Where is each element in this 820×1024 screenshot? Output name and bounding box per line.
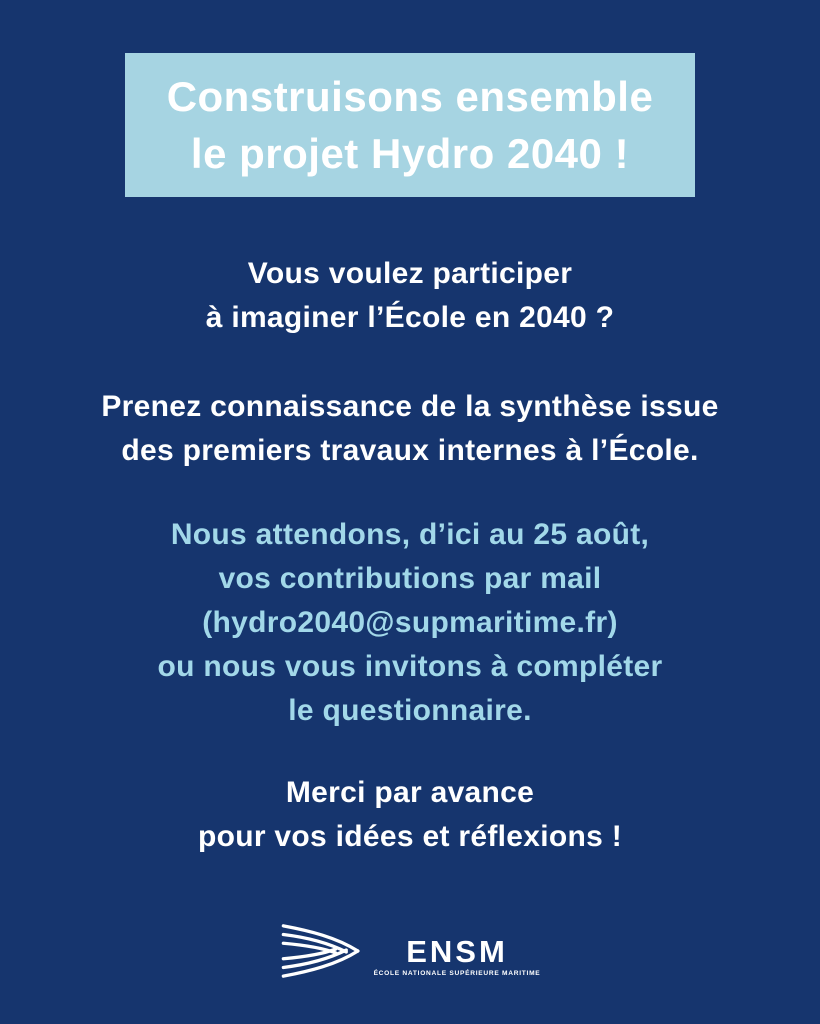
contribution-email: (hydro2040@supmaritime.fr): [202, 606, 618, 639]
ensm-waves-icon: [280, 921, 368, 981]
header-line-1: Construisons ensemble: [166, 73, 654, 120]
synthese-text: [101, 385, 718, 473]
contribution-line-5: le questionnaire.: [288, 694, 532, 727]
intro-text: [206, 252, 615, 340]
intro-line-1: Vous voulez participer: [247, 257, 573, 290]
intro-line-2: à imaginer l’École en 2040 ?: [205, 301, 615, 334]
header-line-2: le projet Hydro 2040 !: [190, 130, 630, 177]
contribution-text: [158, 513, 663, 733]
contribution-line-1: Nous attendons, d’ici au 25 août,: [170, 518, 650, 551]
thanks-line-1: Merci par avance: [285, 776, 535, 809]
thanks-text: [198, 771, 622, 859]
ensm-logo: [280, 921, 541, 981]
synthese-line-2: des premiers travaux internes à l’École.: [121, 434, 699, 467]
thanks-line-2: pour vos idées et réflexions !: [197, 820, 623, 853]
header-box: [125, 53, 695, 197]
ensm-logo-text: [373, 933, 541, 977]
contribution-line-4: ou nous vous invitons à compléter: [157, 650, 663, 683]
synthese-line-1: Prenez connaissance de la synthèse issue: [101, 390, 719, 423]
ensm-tagline: ÉCOLE NATIONALE SUPÉRIEURE MARITIME: [373, 969, 541, 977]
ensm-wordmark: ENSM: [406, 933, 508, 969]
contribution-line-2: vos contributions par mail: [218, 562, 602, 595]
